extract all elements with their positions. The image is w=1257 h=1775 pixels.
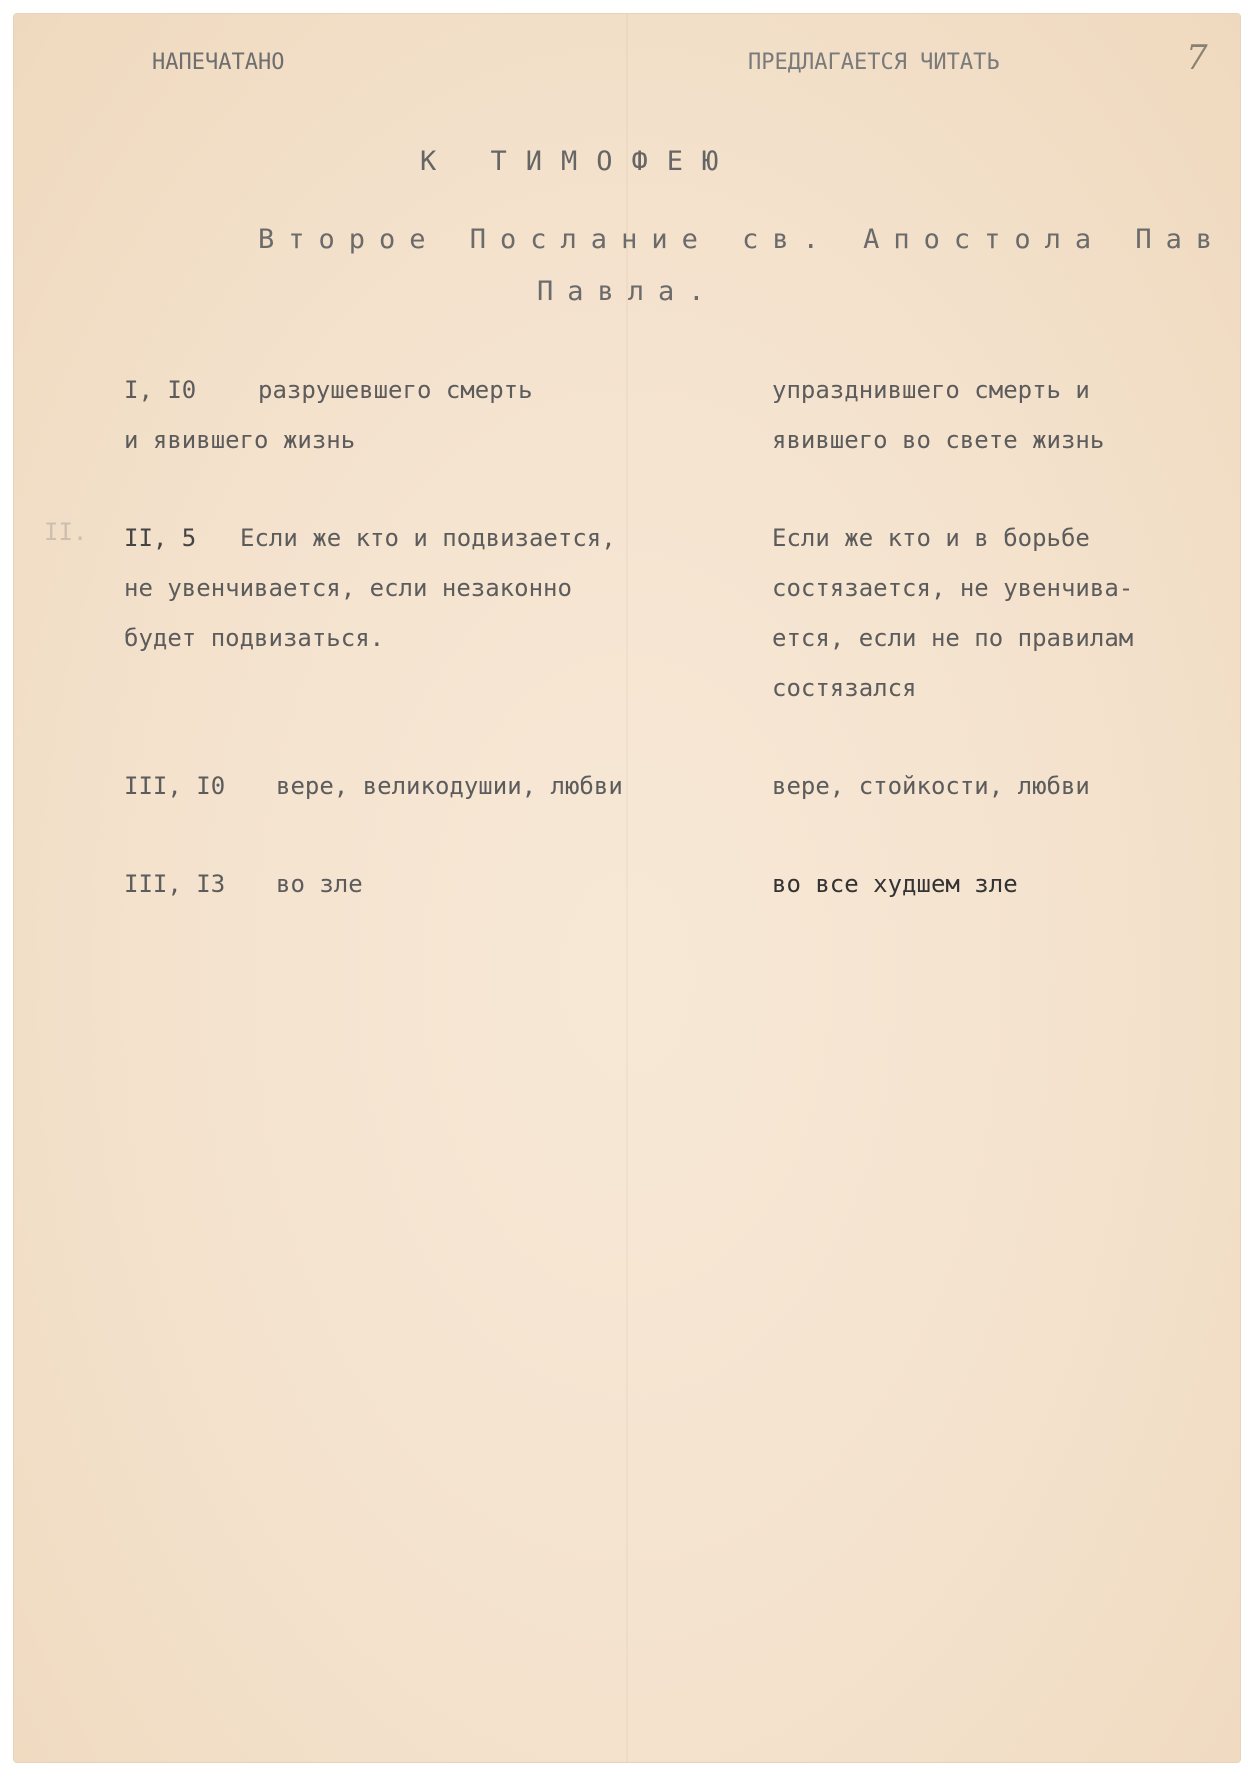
entry-1-printed-line-2: и явившего жизнь <box>124 426 356 454</box>
entry-2-printed-line-1: Если же кто и подвизается, <box>240 524 616 552</box>
header-proposed-label: ПРЕДЛАГАЕТСЯ ЧИТАТЬ <box>748 50 1000 75</box>
entry-2-proposed-line-1: Если же кто и в борьбе <box>772 524 1090 552</box>
entry-3-printed-line-1: вере, великодушии, любви <box>276 772 623 800</box>
entry-2-printed-line-2: не увенчивается, если незаконно <box>124 574 572 602</box>
entry-4-reference: III, I3 <box>124 870 226 898</box>
document-subtitle-line-1: Второе Послание св. Апостола Пав <box>258 224 1227 255</box>
margin-mark: II. <box>44 518 88 546</box>
entry-1-reference: I, I0 <box>124 376 197 404</box>
entry-1-printed-line-1: разрушевшего смерть <box>258 376 533 404</box>
document-title: К ТИМОФЕЮ <box>420 146 738 177</box>
entry-2-proposed-line-2: состязается, не увенчива- <box>772 574 1134 602</box>
entry-3-reference: III, I0 <box>124 772 226 800</box>
entry-2-reference: II, 5 <box>124 524 197 552</box>
entry-2-printed-line-3: будет подвизаться. <box>124 624 385 652</box>
page-number: 7 <box>1186 38 1208 78</box>
entry-1-proposed-line-1: упразднившего смерть и <box>772 376 1090 404</box>
entry-2-proposed-line-4: состязался <box>772 674 917 702</box>
document-subtitle-line-2: Павла. <box>537 276 719 307</box>
entry-4-printed-line-1: во зле <box>276 870 363 898</box>
entry-2-proposed-line-3: ется, если не по правилам <box>772 624 1134 652</box>
entry-4-proposed-line-1: во все худшем зле <box>772 870 1018 898</box>
header-printed-label: НАПЕЧАТАНО <box>152 50 285 75</box>
entry-3-proposed-line-1: вере, стойкости, любви <box>772 772 1090 800</box>
entry-1-proposed-line-2: явившего во свете жизнь <box>772 426 1105 454</box>
